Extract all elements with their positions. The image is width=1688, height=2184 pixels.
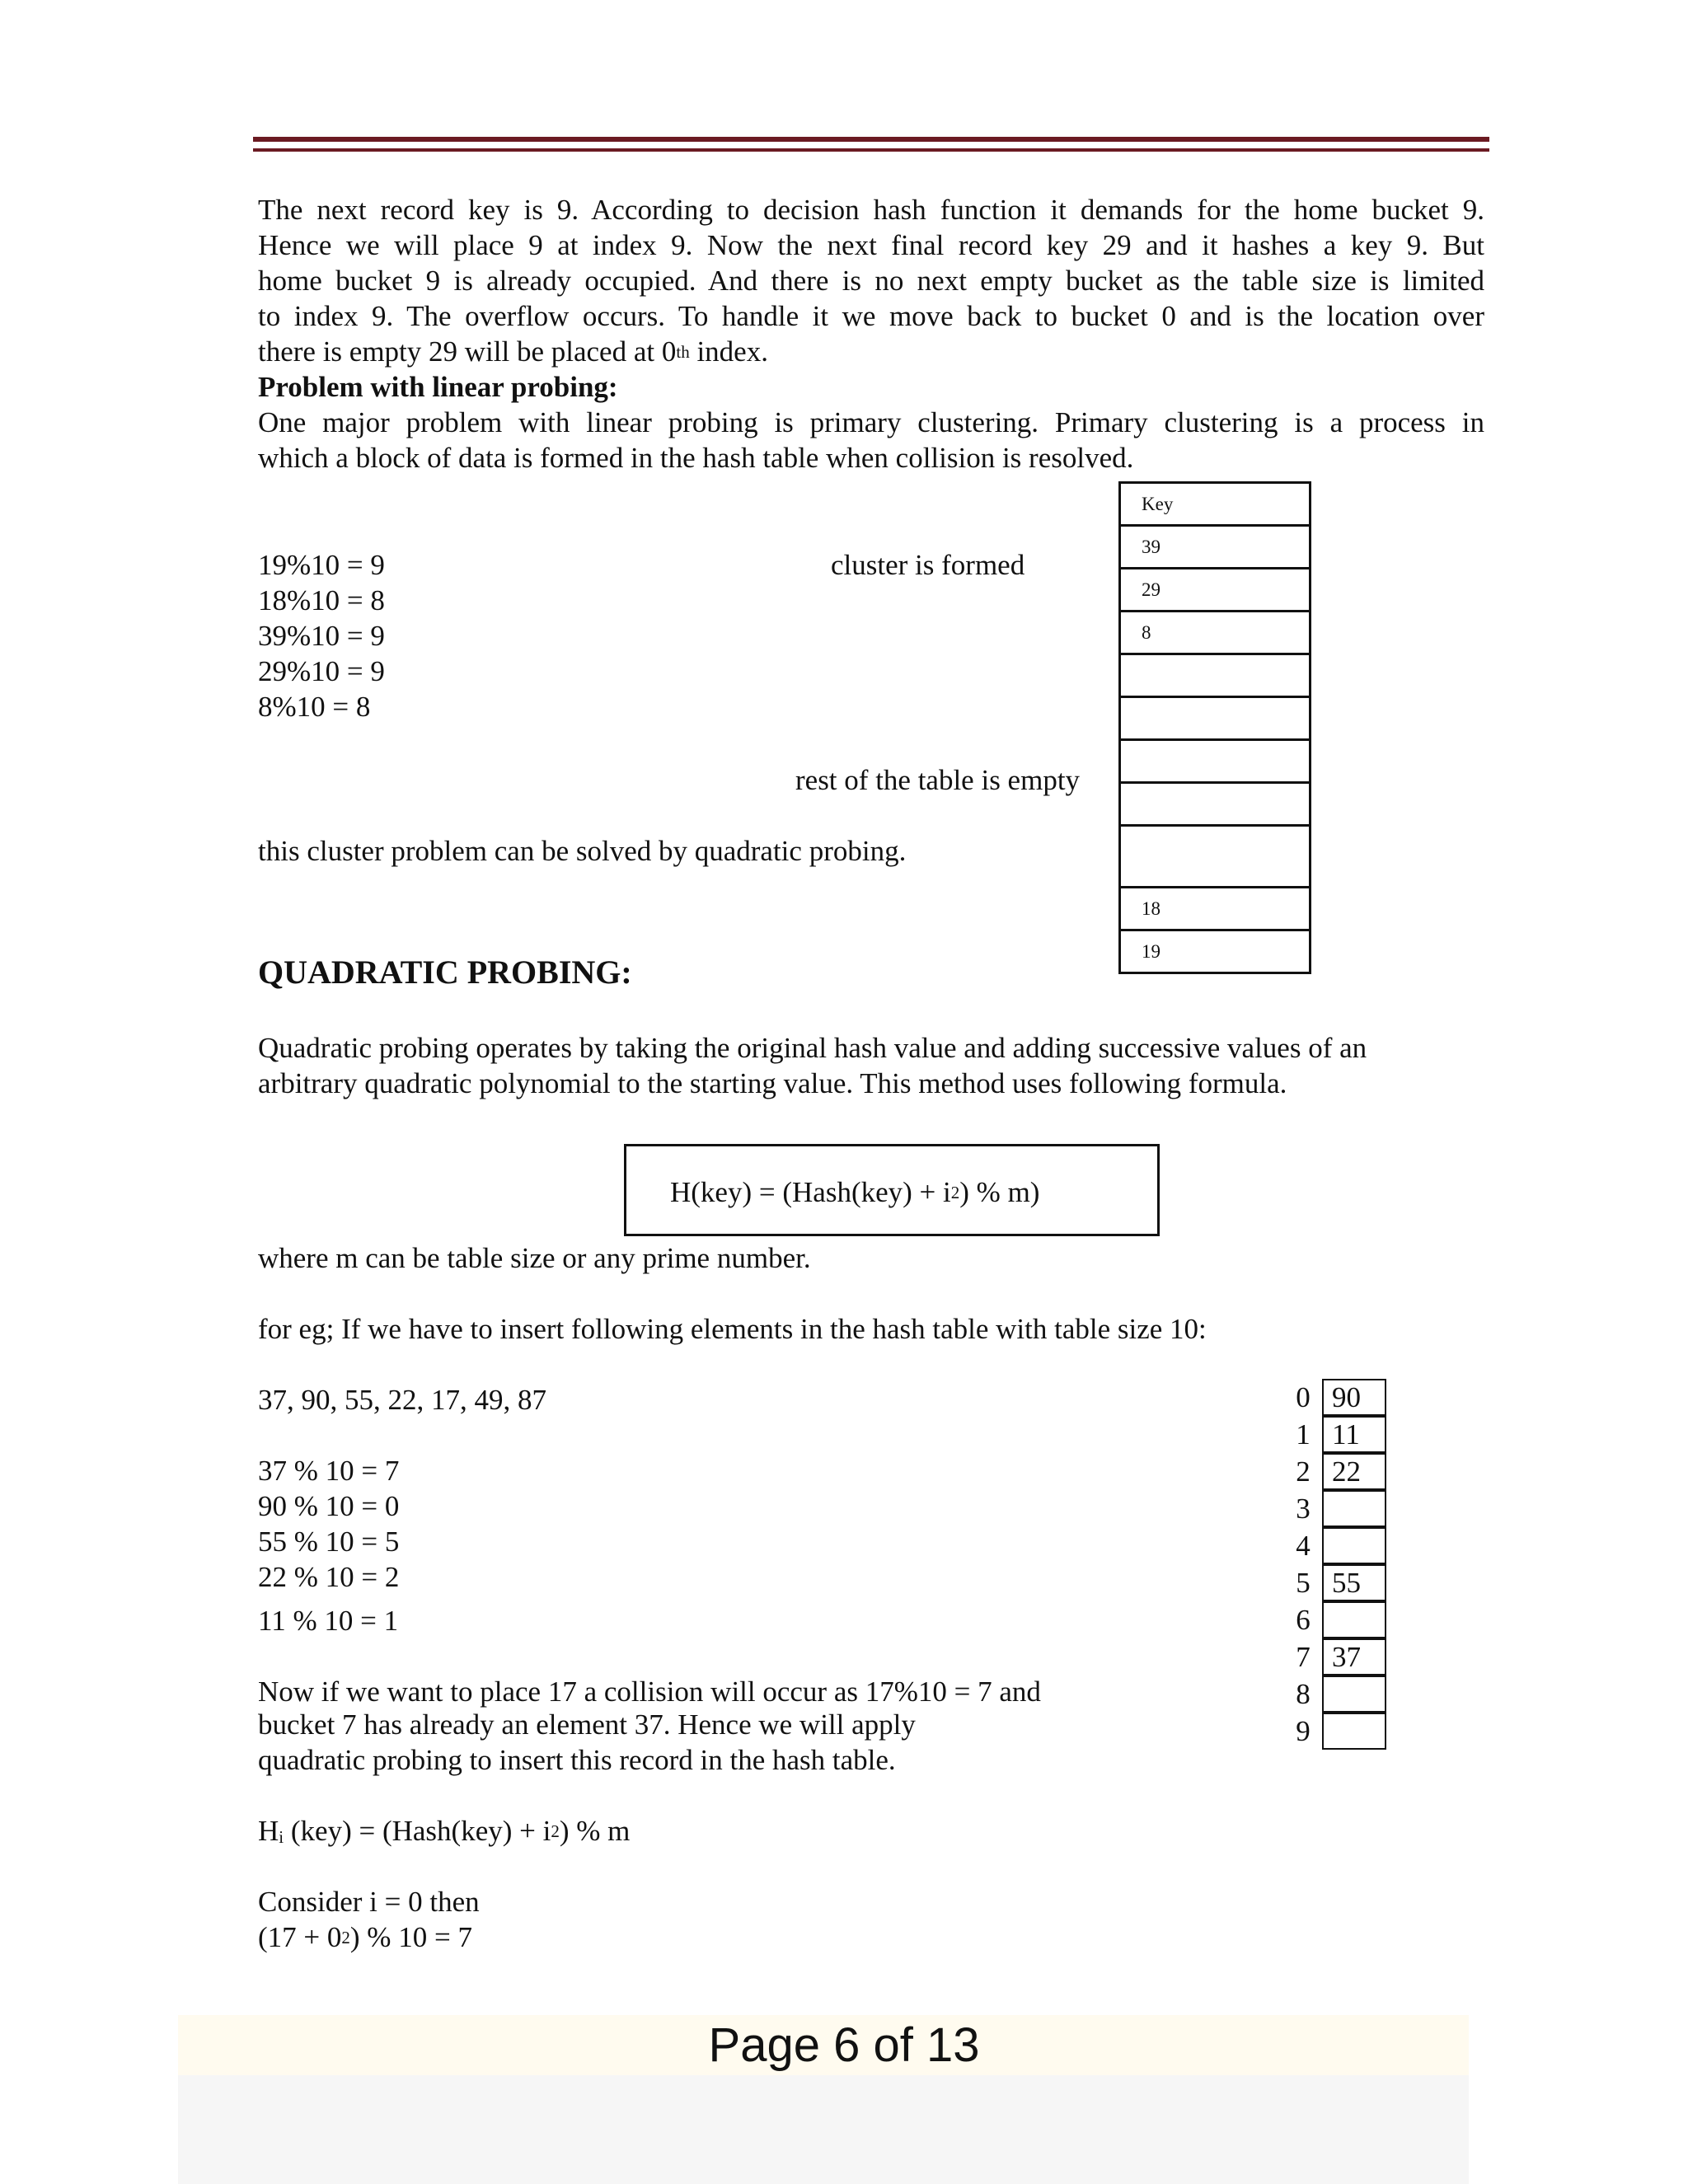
- row-index: 7: [1296, 1641, 1311, 1673]
- row-index: 6: [1296, 1604, 1311, 1636]
- formula-text-main: H(key) = (Hash(key) + i: [670, 1176, 951, 1208]
- consider-line: Consider i = 0 then: [258, 1886, 480, 1918]
- bottom-margin: [178, 2075, 1469, 2184]
- hi-formula-main: (key) = (Hash(key) + i: [284, 1815, 551, 1847]
- cluster-label: cluster is formed: [831, 549, 1025, 581]
- quadratic-desc-line-2: arbitrary quadratic polynomial to the starting value. This method uses following formula.: [258, 1067, 1287, 1099]
- calc-exponent: 2: [341, 1927, 350, 1947]
- key-table-cell: [1121, 698, 1309, 741]
- row-value: 11: [1322, 1416, 1386, 1453]
- row-value: 90: [1322, 1379, 1386, 1416]
- row-index: 2: [1296, 1455, 1311, 1488]
- hash-line: 19%10 = 9: [258, 549, 385, 581]
- key-table-cell: 39: [1121, 527, 1309, 569]
- mod-line: 37 % 10 = 7: [258, 1455, 400, 1487]
- hash-line: 8%10 = 8: [258, 691, 371, 723]
- formula-text-tail: ) % m): [959, 1176, 1040, 1208]
- key-table-cell: 19: [1121, 931, 1309, 974]
- row-index: 5: [1296, 1567, 1311, 1599]
- mod-line: 22 % 10 = 2: [258, 1561, 400, 1593]
- hi-formula-h: H: [258, 1815, 279, 1847]
- key-table-cell: [1121, 784, 1309, 827]
- intro-line-2: Hence we will place 9 at index 9. Now the next final record key 29 and it hashes a key 9. But: [258, 229, 1484, 261]
- key-table-cell: 18: [1121, 888, 1309, 931]
- mod-line: 90 % 10 = 0: [258, 1490, 400, 1522]
- key-table-cell: [1121, 655, 1309, 698]
- row-value: [1322, 1675, 1386, 1713]
- elements-list: 37, 90, 55, 22, 17, 49, 87: [258, 1384, 546, 1416]
- intro-line-3: home bucket 9 is already occupied. And there is no next empty bucket as the table size is limited: [258, 265, 1484, 297]
- hi-formula-tail: ) % m: [559, 1815, 631, 1847]
- rest-empty-label: rest of the table is empty: [795, 764, 1081, 796]
- hi-formula: [258, 1813, 630, 1849]
- intro-paragraph: [258, 192, 1484, 369]
- row-value: [1322, 1601, 1386, 1638]
- row-value: 22: [1322, 1453, 1386, 1490]
- where-text: where m can be table size or any prime number.: [258, 1242, 811, 1274]
- row-index: 0: [1296, 1381, 1311, 1413]
- linear-problem-heading: Problem with linear probing:: [258, 371, 618, 403]
- intro-line-1: The next record key is 9. According to decision hash function it demands for the home bucket 9.: [258, 194, 1484, 226]
- collision-line-3: quadratic probing to insert this record in the hash table.: [258, 1744, 896, 1776]
- row-value: 37: [1322, 1638, 1386, 1675]
- collision-line-1: Now if we want to place 17 a collision will occur as 17%10 = 7 and: [258, 1675, 1041, 1708]
- key-table-cell: 29: [1121, 569, 1309, 612]
- row-index: 9: [1296, 1715, 1311, 1747]
- row-index: 4: [1296, 1530, 1311, 1562]
- linear-problem-paragraph: [258, 405, 1484, 476]
- calc-line: [258, 1919, 472, 1955]
- linear-problem-line-1: One major problem with linear probing is primary clustering. Primary clustering is a process in: [258, 406, 1484, 438]
- quadratic-probing-heading: QUADRATIC PROBING:: [258, 954, 632, 991]
- mod-line: 55 % 10 = 5: [258, 1526, 400, 1558]
- intro-line-5-tail: index.: [689, 335, 768, 368]
- row-index: 8: [1296, 1678, 1311, 1710]
- key-table-cell: [1121, 741, 1309, 784]
- intro-line-5-text: there is empty 29 will be placed at 0: [258, 335, 677, 368]
- key-table-cell: [1121, 827, 1309, 888]
- ordinal-superscript: th: [676, 341, 690, 362]
- intro-line-4: to index 9. The overflow occurs. To handle it we move back to bucket 0 and is the location over: [258, 300, 1484, 332]
- collision-line-2: bucket 7 has already an element 37. Hence we will apply: [258, 1708, 916, 1741]
- calc-line-tail: ) % 10 = 7: [349, 1921, 472, 1953]
- quadratic-desc-line-1: Quadratic probing operates by taking the original hash value and adding successive values of an: [258, 1032, 1367, 1064]
- mod-line: 11 % 10 = 1: [258, 1605, 399, 1637]
- example-intro: for eg; If we have to insert following elements in the hash table with table size 10:: [258, 1313, 1207, 1345]
- hash-line: 39%10 = 9: [258, 620, 385, 652]
- key-table: [1118, 481, 1311, 974]
- page-number: Page 6 of 13: [708, 2018, 980, 2072]
- row-index: 1: [1296, 1418, 1311, 1451]
- hi-formula-subscript: i: [279, 1827, 284, 1848]
- intro-line-5: [258, 334, 1484, 369]
- hi-formula-exponent: 2: [551, 1821, 560, 1841]
- row-value: [1322, 1713, 1386, 1750]
- formula-text: [670, 1174, 1039, 1210]
- key-table-cell: 8: [1121, 612, 1309, 655]
- linear-problem-line-2: which a block of data is formed in the hash table when collision is resolved.: [258, 442, 1134, 474]
- cluster-solution-text: this cluster problem can be solved by quadratic probing.: [258, 835, 907, 867]
- row-value: 55: [1322, 1564, 1386, 1601]
- formula-exponent: 2: [950, 1182, 960, 1202]
- hash-line: 29%10 = 9: [258, 655, 385, 687]
- header-rule-thin: [253, 148, 1489, 152]
- row-index: 3: [1296, 1493, 1311, 1525]
- row-value: [1322, 1527, 1386, 1564]
- key-table-header: Key: [1121, 484, 1309, 527]
- row-value: [1322, 1490, 1386, 1527]
- calc-line-main: (17 + 0: [258, 1921, 342, 1953]
- hash-line: 18%10 = 8: [258, 584, 385, 616]
- header-rule-thick: [253, 137, 1489, 142]
